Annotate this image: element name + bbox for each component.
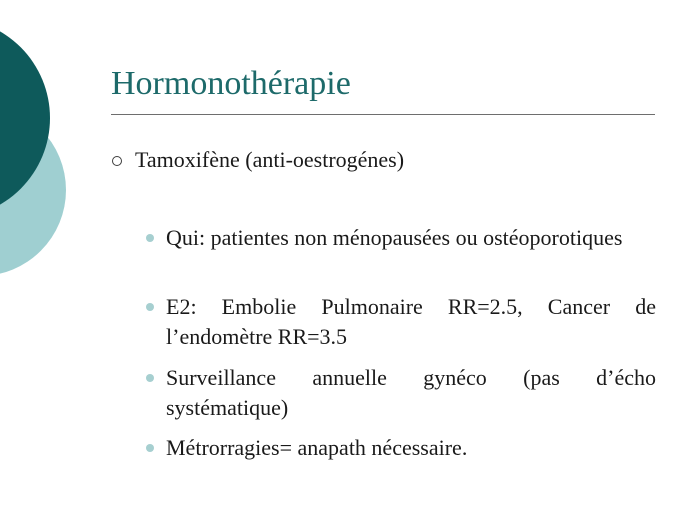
filled-dot-bullet-icon — [146, 374, 154, 382]
level2-bullet-text: Qui: patientes non ménopausées ou ostéoporotiques — [166, 225, 623, 250]
level1-bullet-item — [112, 145, 404, 175]
title-underline — [111, 114, 655, 115]
level2-bullet-item — [146, 433, 656, 463]
level2-bullet-text: E2: Embolie Pulmonaire RR=2.5, Cancer de l’endomètre RR=3.5 — [166, 294, 656, 349]
decorative-circles — [0, 0, 100, 300]
level1-bullet-text: Tamoxifène (anti-oestrogénes) — [135, 147, 405, 172]
level2-bullet-text: Métrorragies= anapath nécessaire. — [166, 435, 468, 460]
level2-bullet-item — [146, 292, 656, 352]
filled-dot-bullet-icon — [146, 303, 154, 311]
level2-bullet-item — [146, 363, 656, 423]
slide-title: Hormonothérapie — [111, 65, 351, 102]
level2-bullet-text: Surveillance annuelle gynéco (pas d’écho systématique) — [166, 365, 656, 420]
hollow-circle-bullet-icon — [112, 156, 122, 166]
filled-dot-bullet-icon — [146, 444, 154, 452]
level2-bullet-item — [146, 223, 656, 253]
filled-dot-bullet-icon — [146, 234, 154, 242]
